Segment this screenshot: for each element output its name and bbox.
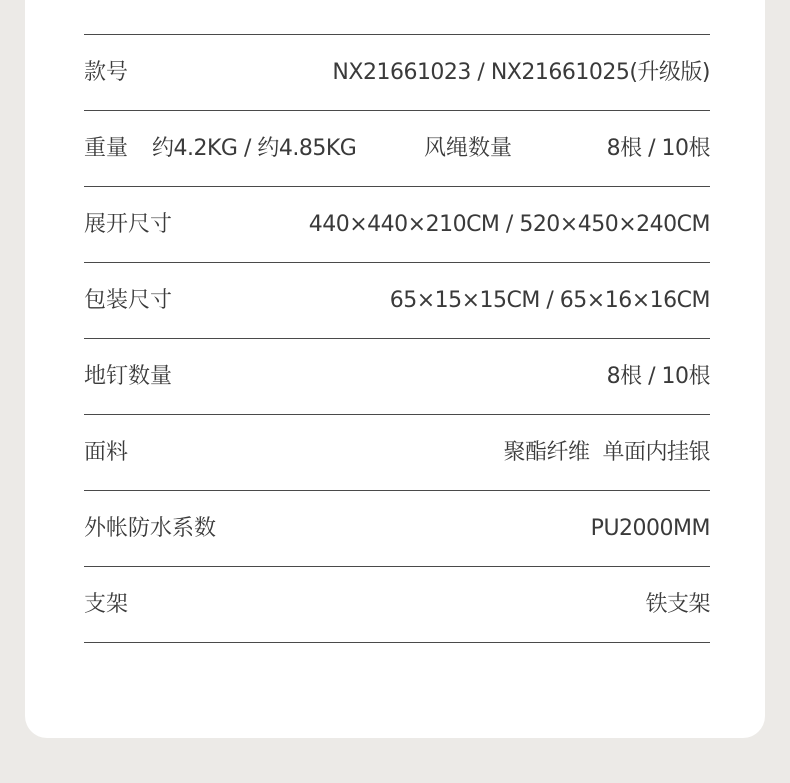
spec-value-secondary: 8根 / 10根: [606, 135, 710, 161]
spec-table: [84, 34, 710, 643]
spec-label: 面料: [84, 439, 129, 465]
spec-label: 包装尺寸: [84, 287, 173, 313]
spec-label: 展开尺寸: [84, 211, 173, 237]
spec-value: 铁支架: [645, 591, 710, 617]
spec-value: 440×440×210CM / 520×450×240CM: [308, 211, 710, 237]
spec-row-weight: [84, 111, 710, 187]
spec-label: 地钉数量: [84, 363, 173, 389]
spec-value: NX21661023 / NX21661025(升级版): [332, 59, 710, 85]
spec-row-unfolded-size: [84, 187, 710, 263]
spec-label: 外帐防水系数: [84, 515, 217, 541]
spec-value: 聚酯纤维 单面内挂银: [503, 439, 710, 465]
spec-value: 65×15×15CM / 65×16×16CM: [389, 287, 710, 313]
spec-row-waterproof: [84, 491, 710, 567]
spec-value: 8根 / 10根: [606, 363, 710, 389]
spec-value: PU2000MM: [590, 515, 710, 541]
spec-row-package-size: [84, 263, 710, 339]
spec-label: 重量: [84, 135, 129, 161]
spec-label: 款号: [84, 59, 129, 85]
spec-label: 支架: [84, 591, 129, 617]
spec-row-frame: [84, 567, 710, 643]
spec-row-model: [84, 35, 710, 111]
spec-row-stake-count: [84, 339, 710, 415]
spec-label-secondary: 风绳数量: [424, 135, 513, 161]
spec-row-fabric: [84, 415, 710, 491]
spec-value: 约4.2KG / 约4.85KG: [152, 135, 357, 161]
